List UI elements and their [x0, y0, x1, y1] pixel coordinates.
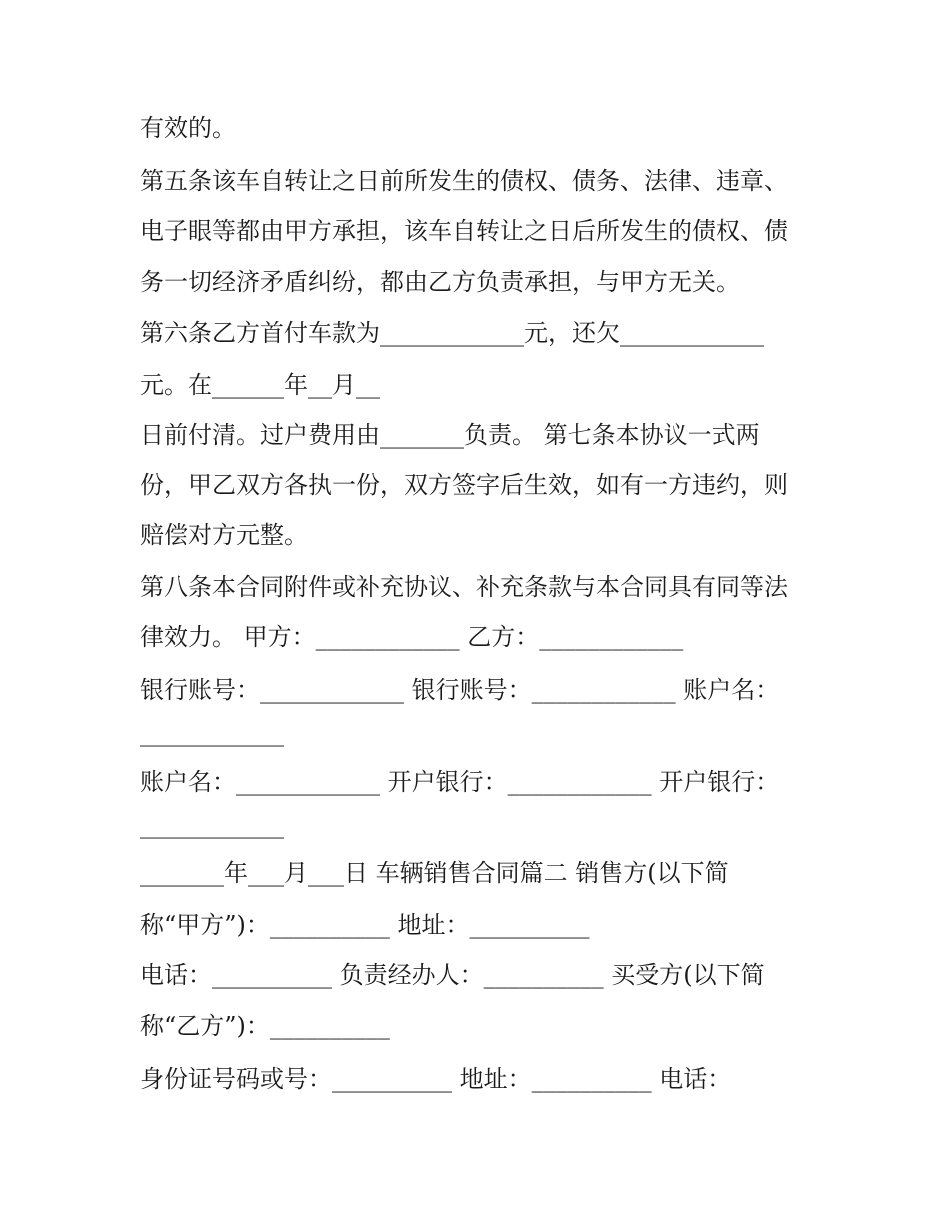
- text-line: 第八条本合同附件或补充协议、补充条款与本合同具有同等法: [140, 573, 788, 601]
- text-line: 务一切经济矛盾纠纷，都由乙方负责承担，与甲方无关。: [140, 268, 740, 296]
- text-line: 电子眼等都由甲方承担，该车自转让之日后所发生的债权、债: [140, 217, 788, 245]
- text-line: _______年___月___日 车辆销售合同篇二 销售方(以下简: [140, 859, 729, 887]
- text-line: 元。在______年__月__: [140, 371, 380, 399]
- text-line: 电话：__________ 负责经办人：__________ 买受方(以下简: [140, 961, 765, 989]
- text-line: 赔偿对方元整。: [140, 521, 308, 549]
- text-line: 身份证号码或号：__________ 地址：__________ 电话：: [140, 1065, 732, 1093]
- text-line: 称“乙方”)：__________: [140, 1012, 390, 1040]
- text-line: ____________: [140, 811, 284, 839]
- text-line: ____________: [140, 719, 284, 747]
- text-line: 账户名：____________ 开户银行：____________ 开户银行：: [140, 768, 780, 796]
- text-line: 第五条该车自转让之日前所发生的债权、债务、法律、违章、: [140, 167, 788, 195]
- text-line: 第六条乙方首付车款为____________元，还欠____________: [140, 319, 764, 347]
- text-line: 银行账号：____________ 银行账号：____________ 账户名：: [140, 676, 780, 704]
- text-line: 日前付清。过户费用由_______负责。 第七条本协议一式两: [140, 421, 760, 449]
- text-line: 称“甲方”)：__________ 地址：__________: [140, 911, 590, 939]
- text-line: 份，甲乙双方各执一份，双方签字后生效，如有一方违约，则: [140, 471, 788, 499]
- text-line: 有效的。: [140, 114, 236, 142]
- text-line: 律效力。 甲方：____________ 乙方：____________: [140, 623, 684, 651]
